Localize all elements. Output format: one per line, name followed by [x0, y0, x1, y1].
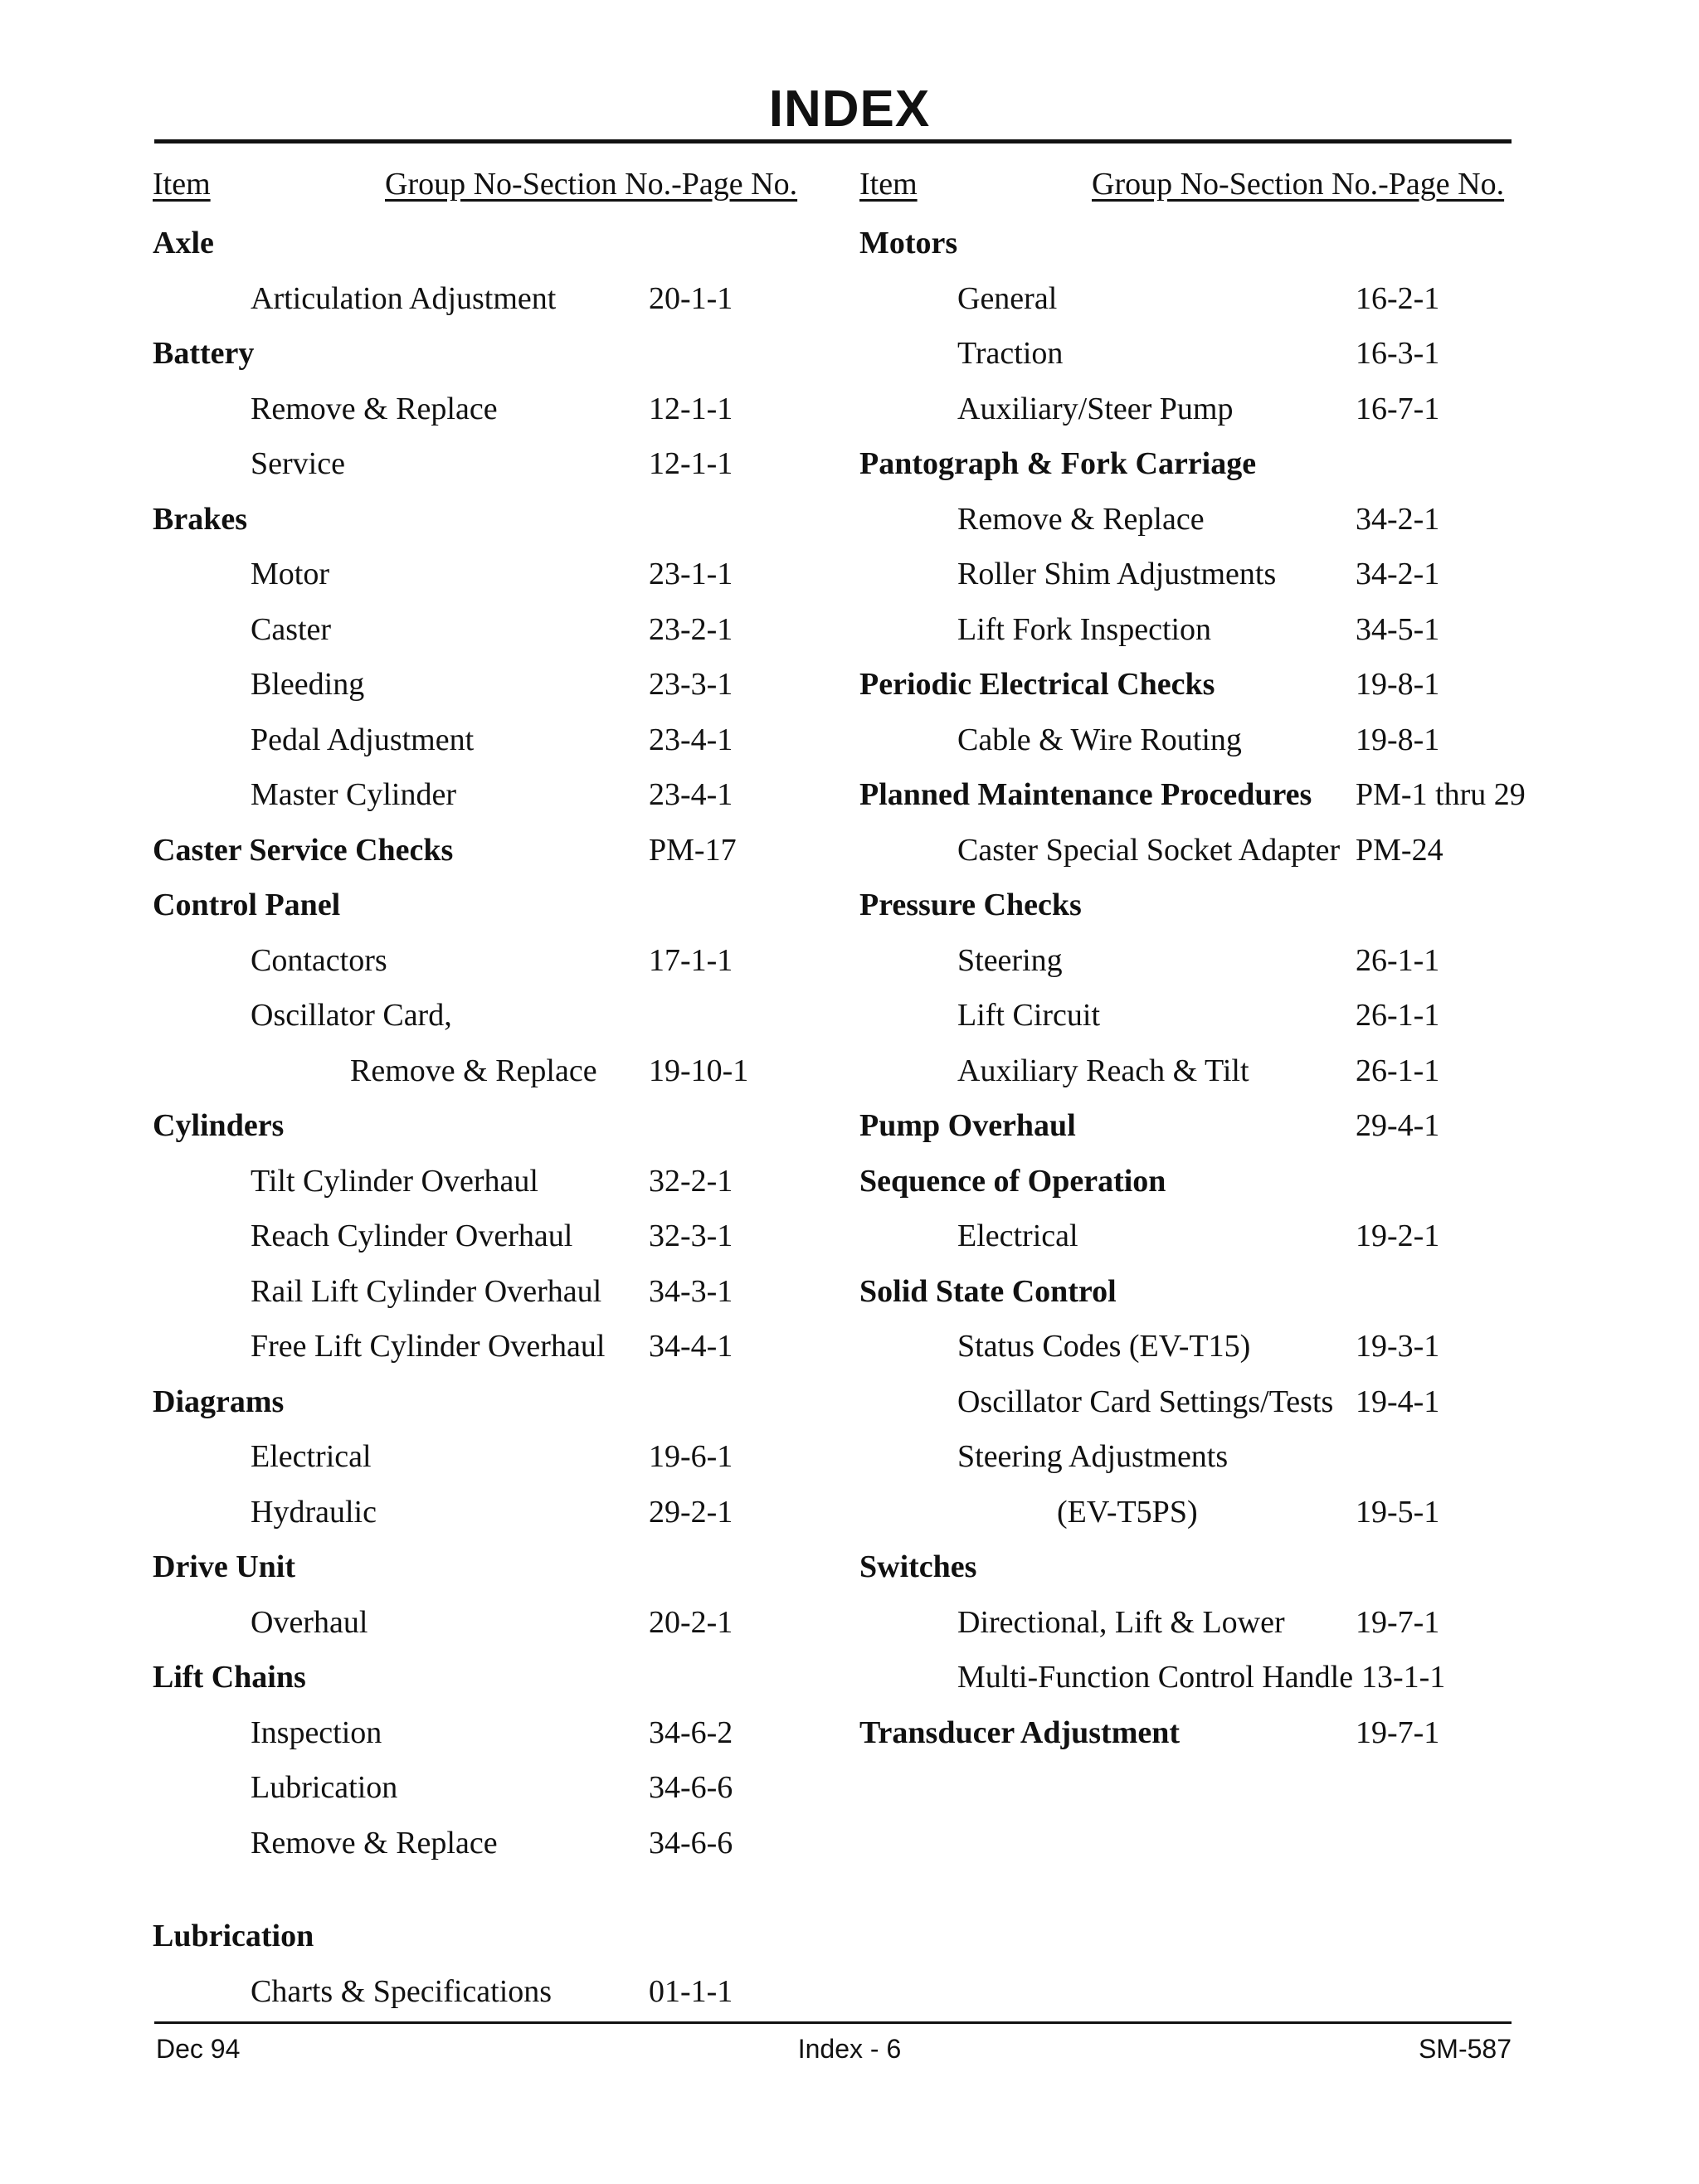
entry-page-ref: 19-5-1 — [1356, 1494, 1440, 1530]
index-heading — [153, 1540, 816, 1595]
entry-page-ref: 26-1-1 — [1356, 1053, 1440, 1088]
index-heading — [859, 878, 1523, 933]
entry-label: Roller Shim Adjustments — [957, 557, 1277, 591]
index-heading — [859, 1264, 1523, 1320]
entry-label: (EV-T5PS) — [1057, 1494, 1198, 1530]
index-heading — [859, 436, 1523, 492]
entry-label: Caster Service Checks — [153, 832, 454, 868]
index-heading — [859, 1705, 1523, 1761]
entry-label: Planned Maintenance Procedures — [859, 777, 1312, 812]
entry-label: Hydraulic — [251, 1494, 377, 1530]
entry-page-ref: 23-2-1 — [649, 611, 733, 647]
entry-label: Caster Special Socket Adapter — [957, 832, 1341, 868]
page-title: INDEX — [768, 80, 931, 138]
entry-page-ref: 16-2-1 — [1356, 280, 1440, 316]
index-heading — [859, 767, 1526, 823]
entry-label: Pressure Checks — [859, 888, 1082, 922]
index-subentry — [153, 1264, 816, 1320]
entry-page-ref: 32-2-1 — [649, 1163, 733, 1199]
entry-label: Drive Unit — [153, 1549, 296, 1584]
index-subentry — [153, 713, 816, 768]
entry-page-ref: 34-6-6 — [649, 1770, 733, 1805]
column-header — [153, 166, 816, 216]
index-subentry — [153, 933, 816, 989]
index-subentry — [153, 436, 816, 492]
index-subentry — [859, 1043, 1523, 1099]
entry-page-ref: 26-1-1 — [1356, 998, 1440, 1033]
index-subentry — [153, 1816, 816, 1871]
entry-label: Battery — [153, 336, 255, 371]
entry-label: Auxiliary/Steer Pump — [957, 391, 1234, 426]
index-subentry — [859, 271, 1523, 327]
entry-page-ref: 23-1-1 — [649, 557, 733, 591]
entry-label: Control Panel — [153, 888, 341, 922]
entry-label: Reach Cylinder Overhaul — [251, 1218, 573, 1253]
entry-label: Remove & Replace — [350, 1053, 597, 1088]
entry-label: Periodic Electrical Checks — [859, 667, 1215, 702]
index-subentry — [859, 713, 1523, 768]
index-heading — [153, 1374, 816, 1430]
entry-page-ref: 19-3-1 — [1356, 1329, 1440, 1364]
entry-label: Overhaul — [251, 1604, 368, 1640]
header-item: Item — [153, 167, 211, 202]
entry-label: Lift Fork Inspection — [957, 611, 1212, 647]
index-subentry — [859, 547, 1523, 602]
index-heading — [859, 1540, 1523, 1595]
entry-page-ref: 19-4-1 — [1356, 1384, 1440, 1419]
entry-label: Diagrams — [153, 1384, 285, 1419]
index-subentry — [859, 823, 1523, 878]
entry-page-ref: 32-3-1 — [649, 1218, 733, 1253]
entry-label: Remove & Replace — [957, 501, 1205, 537]
entry-label: Status Codes (EV-T15) — [957, 1329, 1251, 1364]
entry-label: General — [957, 280, 1058, 316]
index-heading — [153, 1650, 816, 1705]
entry-page-ref: 34-2-1 — [1356, 501, 1440, 537]
entry-page-ref: 17-1-1 — [649, 942, 733, 978]
entry-page-ref: 34-5-1 — [1356, 611, 1440, 647]
footer-doc-number: SM-587 — [1418, 2034, 1512, 2064]
index-subentry — [859, 326, 1523, 382]
entry-page-ref: 34-6-2 — [649, 1715, 733, 1750]
entry-label: Master Cylinder — [251, 777, 457, 812]
index-subentry — [153, 1964, 816, 2020]
header-group: Group No-Section No.-Page No. — [1092, 167, 1505, 202]
index-subentry — [859, 1429, 1523, 1485]
entry-label: Free Lift Cylinder Overhaul — [251, 1329, 606, 1364]
index-entries-left — [153, 216, 816, 2019]
entry-page-ref: 20-2-1 — [649, 1604, 733, 1640]
entry-page-ref: 13-1-1 — [1361, 1660, 1446, 1695]
index-subentry — [859, 382, 1523, 437]
entry-label: Brakes — [153, 501, 247, 537]
entry-page-ref: 19-8-1 — [1356, 722, 1440, 757]
entry-label: Charts & Specifications — [251, 1973, 553, 2009]
index-heading — [153, 878, 816, 933]
entry-page-ref: PM-24 — [1356, 832, 1443, 868]
entry-label: Contactors — [251, 942, 387, 978]
entry-page-ref: 19-10-1 — [649, 1053, 749, 1088]
entry-label: Transducer Adjustment — [859, 1715, 1181, 1750]
entry-page-ref: 12-1-1 — [649, 446, 733, 481]
entry-label: Steering Adjustments — [957, 1439, 1229, 1474]
index-subentry — [153, 1595, 816, 1651]
entry-label: Traction — [957, 336, 1064, 371]
index-column-right — [859, 166, 1526, 1760]
entry-label: Auxiliary Reach & Tilt — [957, 1053, 1249, 1088]
entry-label: Oscillator Card Settings/Tests — [957, 1384, 1334, 1419]
entry-label: Motor — [251, 557, 329, 591]
index-heading — [153, 1098, 816, 1154]
entry-label: Service — [251, 446, 345, 481]
index-subentry — [153, 1705, 816, 1761]
entry-label: Axle — [153, 226, 214, 260]
entry-label: Tilt Cylinder Overhaul — [251, 1163, 538, 1199]
entry-page-ref: 23-4-1 — [649, 722, 733, 757]
entry-label: Multi-Function Control Handle — [957, 1660, 1354, 1695]
entry-label: Sequence of Operation — [859, 1163, 1166, 1199]
entry-page-ref: 19-8-1 — [1356, 667, 1440, 702]
index-subentry — [153, 1429, 816, 1485]
entry-page-ref: 23-3-1 — [649, 667, 733, 702]
index-subentry — [153, 1154, 816, 1209]
entry-label: Remove & Replace — [251, 391, 498, 426]
index-subentry — [859, 492, 1523, 547]
entry-page-ref: 26-1-1 — [1356, 942, 1440, 978]
entry-label: Cable & Wire Routing — [957, 722, 1242, 757]
entry-label: Electrical — [251, 1439, 372, 1474]
entry-label: Pump Overhaul — [859, 1108, 1076, 1143]
entry-label: Inspection — [251, 1715, 382, 1750]
index-subentry — [859, 1485, 1523, 1540]
entry-page-ref: 29-2-1 — [649, 1494, 733, 1530]
entry-page-ref: 34-4-1 — [649, 1329, 733, 1364]
footer-page-number: Index - 6 — [797, 2034, 902, 2064]
index-subentry — [153, 1485, 816, 1540]
header-group: Group No-Section No.-Page No. — [385, 167, 798, 202]
index-subentry — [859, 602, 1523, 658]
index-column-left — [153, 166, 816, 2019]
entry-page-ref: PM-17 — [649, 832, 737, 868]
entry-label: Solid State Control — [859, 1273, 1117, 1309]
entry-label: Remove & Replace — [251, 1825, 498, 1861]
entry-label: Switches — [859, 1549, 977, 1584]
index-subentry — [153, 1319, 816, 1374]
index-heading — [153, 326, 816, 382]
entry-page-ref: 19-7-1 — [1356, 1715, 1440, 1750]
entry-page-ref: 20-1-1 — [649, 280, 733, 316]
footer-rule — [154, 2021, 1512, 2024]
entry-page-ref: 19-6-1 — [649, 1439, 733, 1474]
index-heading — [859, 1154, 1523, 1209]
entry-label: Lift Circuit — [957, 998, 1101, 1033]
entry-page-ref: 01-1-1 — [649, 1973, 733, 2009]
entry-page-ref: 34-3-1 — [649, 1273, 733, 1309]
entry-page-ref: 23-4-1 — [649, 777, 733, 812]
index-subentry — [153, 1209, 816, 1264]
index-heading — [859, 657, 1523, 713]
entry-label: Motors — [859, 226, 958, 260]
entry-page-ref: 16-7-1 — [1356, 391, 1440, 426]
entry-label: Lift Chains — [153, 1660, 306, 1695]
column-header — [859, 166, 1523, 216]
index-subentry — [859, 1595, 1523, 1651]
index-subentry — [153, 547, 816, 602]
entry-label: Articulation Adjustment — [251, 280, 557, 316]
index-heading — [859, 216, 1523, 271]
index-subentry — [153, 988, 816, 1043]
entry-label: Pantograph & Fork Carriage — [859, 446, 1257, 481]
entry-label: Directional, Lift & Lower — [957, 1604, 1285, 1640]
index-subentry — [153, 767, 816, 823]
entry-page-ref: 19-2-1 — [1356, 1218, 1440, 1253]
header-item: Item — [859, 167, 918, 202]
index-heading — [153, 1909, 816, 1964]
entry-page-ref: 16-3-1 — [1356, 336, 1440, 371]
index-subentry — [859, 988, 1523, 1043]
entry-label: Steering — [957, 942, 1063, 978]
index-entries-right — [859, 216, 1526, 1760]
entry-label: Bleeding — [251, 667, 365, 702]
entry-label: Lubrication — [251, 1770, 398, 1805]
index-subentry — [153, 1043, 816, 1099]
index-heading — [153, 823, 816, 878]
entry-label: Caster — [251, 611, 332, 647]
index-subentry — [859, 933, 1523, 989]
index-subentry — [153, 271, 816, 327]
entry-label: Rail Lift Cylinder Overhaul — [251, 1273, 602, 1309]
entry-label: Electrical — [957, 1218, 1078, 1253]
entry-label: Pedal Adjustment — [251, 722, 475, 757]
entry-label: Lubrication — [153, 1919, 314, 1953]
index-subentry — [859, 1209, 1523, 1264]
entry-page-ref: PM-1 thru 29 — [1356, 777, 1526, 812]
index-heading — [859, 1098, 1523, 1154]
entry-page-ref: 19-7-1 — [1356, 1604, 1440, 1640]
entry-label: Cylinders — [153, 1108, 285, 1143]
entry-page-ref: 29-4-1 — [1356, 1108, 1440, 1143]
index-heading — [153, 216, 816, 271]
index-subentry — [153, 602, 816, 658]
index-subentry — [153, 657, 816, 713]
index-subentry — [153, 382, 816, 437]
index-heading — [153, 492, 816, 547]
entry-page-ref: 34-6-6 — [649, 1825, 733, 1861]
entry-label: Oscillator Card, — [251, 998, 452, 1033]
entry-page-ref: 34-2-1 — [1356, 557, 1440, 591]
index-subentry — [859, 1319, 1523, 1374]
title-rule — [154, 139, 1512, 143]
entry-page-ref: 12-1-1 — [649, 391, 733, 426]
index-subentry — [859, 1374, 1523, 1430]
index-subentry — [859, 1650, 1523, 1705]
index-subentry — [153, 1760, 816, 1816]
footer-date: Dec 94 — [156, 2034, 241, 2064]
section-gap — [153, 1870, 816, 1909]
